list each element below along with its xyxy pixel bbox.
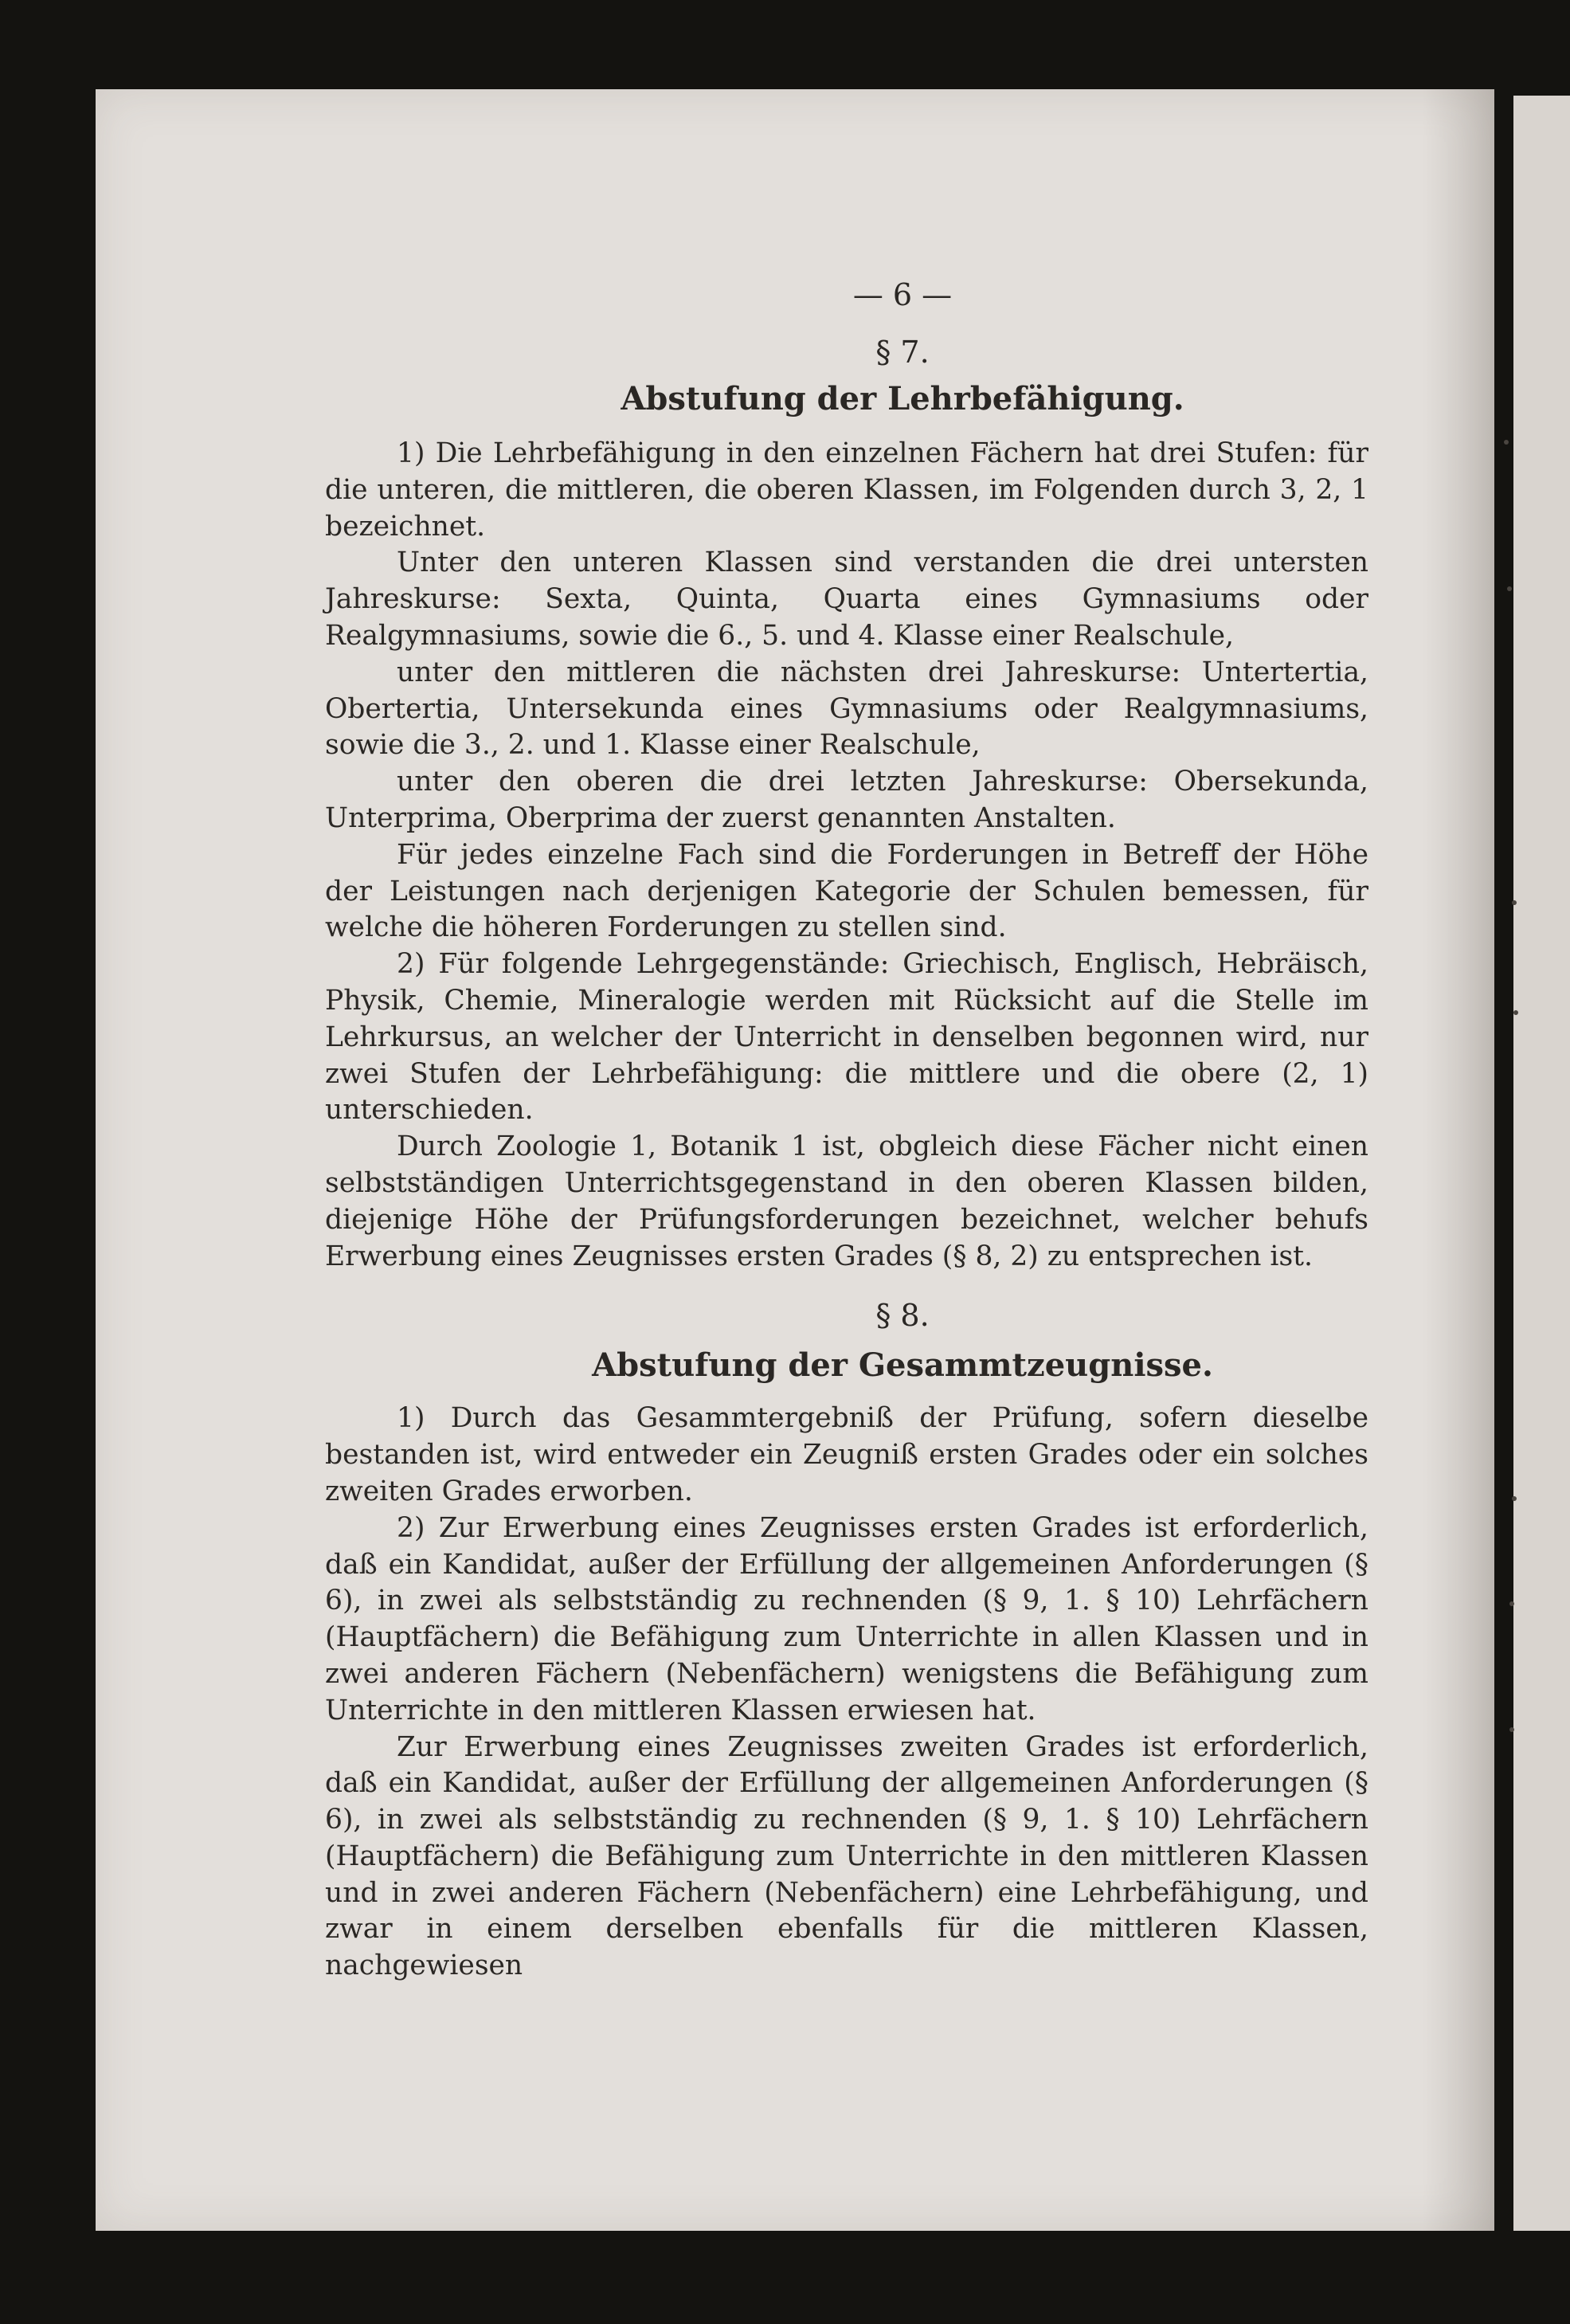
paragraph: 1) Durch das Gesammtergebniß der Prüfung, sofern dieselbe bestanden ist, wird entweder ein Zeugniß ersten Grades oder ein solches zweiten Grades erworben.: [325, 1402, 1368, 1507]
section-mark: § 8.: [875, 1298, 930, 1334]
paragraph: Für jedes einzelne Fach sind die Forderungen in Betreff der Höhe der Leistungen nach derjenigen Kategorie der Schulen bemessen, für welche die höheren Forderungen zu stellen sind.: [325, 838, 1368, 944]
document-text: [325, 275, 1368, 1985]
section-title: Abstufung der Lehrbefähigung.: [621, 380, 1184, 417]
edge-speck: [1509, 1601, 1514, 1606]
facing-page-edge: [1513, 96, 1570, 2231]
edge-speck: [1509, 1727, 1514, 1732]
paragraph: Durch Zoologie 1, Botanik 1 ist, obgleich diese Fächer nicht einen selbstständigen Unterrichtsgegenstand in den oberen Klassen bilden, diejenige Höhe der Prüfungsforderungen bezeichnet, welcher behufs Erwerbung eines Zeugnisses ersten Grades (§ 8, 2) zu entsprechen ist.: [325, 1131, 1368, 1272]
section-mark: § 7.: [875, 335, 930, 370]
paragraph: 2) Für folgende Lehrgegenstände: Griechisch, Englisch, Hebräisch, Physik, Chemie, Mineralogie werden mit Rücksicht auf die Stelle im Lehrkursus, an welcher der Unterricht in denselben begonnen wird, nur zwei Stufen der Lehrbefähigung: die mittlere und die obere (2, 1) unterschieden.: [325, 948, 1368, 1127]
gutter-shadow: [1423, 89, 1494, 2231]
paragraph: unter den mittleren die nächsten drei Jahreskurse: Untertertia, Obertertia, Untersekunda eines Gymnasiums oder Realgymnasiums, sowie die 3., 2. und 1. Klasse einer Realschule,: [325, 656, 1368, 762]
paragraph: Zur Erwerbung eines Zeugnisses zweiten Grades ist erforderlich, daß ein Kandidat, außer der Erfüllung der allgemeinen Anforderungen (§ 6), in zwei als selbstständig zu rechnenden (§ 9, 1. § 10) Lehrfächern (Hauptfächern) die Befähigung zum Unterrichte in den mittleren Klassen und in zwei anderen Fächern (Nebenfächern) eine Lehrbefähigung, und zwar in einem derselben ebenfalls für die mittleren Klassen, nachgewiesen: [325, 1730, 1368, 1982]
section-8: [325, 1297, 1368, 1985]
paragraph: 2) Zur Erwerbung eines Zeugnisses ersten Grades ist erforderlich, daß ein Kandidat, außer der Erfüllung der allgemeinen Anforderungen (§ 6), in zwei als selbstständig zu rechnenden (§ 9, 1. § 10) Lehrfächern (Hauptfächern) die Befähigung zum Unterrichte in allen Klassen und in zwei anderen Fächern (Nebenfächern) wenigstens die Befähigung zum Unterrichte in den mittleren Klassen erwiesen hat.: [325, 1511, 1368, 1726]
edge-speck: [1504, 440, 1509, 445]
paragraph: 1) Die Lehrbefähigung in den einzelnen Fächern hat drei Stufen: für die unteren, die mittleren, die oberen Klassen, im Folgenden durch 3, 2, 1 bezeichnet.: [325, 437, 1368, 543]
page-number: — 6 —: [852, 277, 953, 312]
paragraph: unter den oberen die drei letzten Jahreskurse: Obersekunda, Unterprima, Oberprima der zuerst genannten Anstalten.: [325, 766, 1368, 834]
edge-speck: [1512, 900, 1517, 905]
edge-speck: [1512, 1496, 1517, 1501]
edge-speck: [1507, 586, 1512, 591]
section-7: [325, 334, 1368, 1275]
edge-speck: [1513, 1010, 1518, 1015]
paragraph: Unter den unteren Klassen sind verstanden die drei untersten Jahreskurse: Sexta, Quinta, Quarta eines Gymnasiums oder Realgymnasiums, sowie die 6., 5. und 4. Klasse einer Realschule,: [325, 547, 1368, 652]
section-title: Abstufung der Gesammtzeugnisse.: [592, 1346, 1213, 1385]
